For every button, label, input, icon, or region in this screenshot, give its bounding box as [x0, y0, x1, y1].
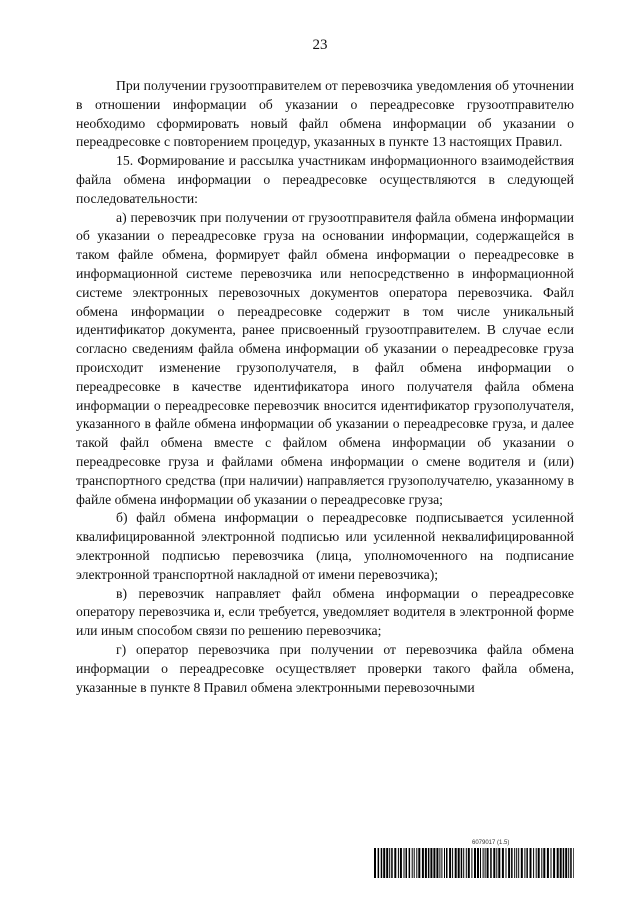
barcode-image	[374, 848, 574, 878]
paragraph-notice: При получении грузоотправителем от перевозчика уведомления об уточнении в отношении информации об указании о переадресовке грузоотправителю необходимо сформировать новый файл обмена информации об указании о переадресовке с повторением процедур, указанных в пункте 13 настоящих Правил.	[76, 78, 574, 150]
barcode-bar	[538, 848, 540, 878]
barcode-bar	[433, 848, 435, 878]
barcode-bar	[449, 848, 451, 878]
barcode-bar	[378, 848, 380, 878]
barcode-bar	[468, 848, 470, 878]
barcode-bar	[516, 848, 517, 878]
barcode-bar	[551, 848, 552, 878]
paragraph-item-15: 15. Формирование и рассылка участникам информационного взаимодействия файла обмена информации о переадресовке осуществляются в следующей последовательности:	[76, 153, 574, 206]
barcode-bar	[409, 848, 411, 878]
barcode-bar	[383, 848, 385, 878]
barcode-bar	[441, 848, 442, 878]
barcode-bar	[406, 848, 408, 878]
barcode-bar	[400, 848, 402, 878]
barcode-bar	[496, 848, 497, 878]
barcode-bar	[458, 848, 460, 878]
barcode-bar	[452, 848, 453, 878]
barcode-bar	[386, 848, 388, 878]
barcode-bar	[394, 848, 396, 878]
barcode-bar	[439, 848, 440, 878]
barcode-bar	[560, 848, 562, 878]
barcode-bar	[483, 848, 484, 878]
barcode-bar	[568, 848, 569, 878]
barcode-bar	[436, 848, 438, 878]
document-body	[76, 77, 574, 697]
barcode-bar	[374, 848, 376, 878]
barcode-bar	[518, 848, 519, 878]
barcode-bar	[389, 848, 390, 878]
barcode-bar	[466, 848, 467, 878]
barcode-bar	[490, 848, 492, 878]
barcode-bar	[514, 848, 515, 878]
barcode-bar	[541, 848, 542, 878]
document-code: 6079017 (1.5)	[472, 840, 510, 846]
barcode-bar	[455, 848, 457, 878]
barcode-bar	[425, 848, 427, 878]
barcode-bar	[553, 848, 555, 878]
barcode-bar	[444, 848, 445, 878]
barcode-bar	[511, 848, 512, 878]
barcode-bar	[463, 848, 464, 878]
page-number: 23	[312, 37, 328, 53]
barcode-bar	[446, 848, 448, 878]
barcode-bar	[474, 848, 476, 878]
barcode-bar	[414, 848, 415, 878]
paragraph-subitem-g: г) оператор перевозчика при получении от перевозчика файла обмена информации о переадресовке осуществляет проверки такого файла обмена, указанные в пункте 8 Правил обмена электронными перевозочными	[76, 641, 574, 695]
barcode-bar	[498, 848, 500, 878]
barcode-bar	[524, 848, 525, 878]
barcode-bar	[471, 848, 472, 878]
barcode-bar	[557, 848, 559, 878]
barcode-bar	[487, 848, 489, 878]
paragraph-subitem-b: б) файл обмена информации о переадресовке подписывается усиленной квалифицированной электронной подписью или усиленной неквалифицированной электронной подписью перевозчика (лица, уполномоченного на подписание электронной транспортной накладной от имени перевозчика);	[76, 510, 574, 582]
barcode-bar	[418, 848, 420, 878]
barcode-bar	[381, 848, 383, 878]
barcode-bar	[521, 848, 523, 878]
barcode-bar	[536, 848, 537, 878]
barcode-bar	[533, 848, 534, 878]
barcode-bar	[530, 848, 532, 878]
barcode-bar	[526, 848, 528, 878]
paragraph-subitem-a: а) перевозчик при получении от грузоотправителя файла обмена информации об указании о переадресовке груза на основании информации, содержащейся в таком файле обмена, формирует файл обмена информации о переадресовке в информационной системе перевозчика или непосредственно в информационной системе электронных перевозочных документов оператора перевозчика. Файл обмена информации о переадресовке содержит в том числе уникальный идентификатор документа, ранее присвоенный грузоотправителем. В случае если согласно сведениям файла обмена информации об указании о переадресовке груза происходит изменение грузополучателя, в файл обмена информации о переадресовке в качестве идентификатора иного получателя файла обмена информации о переадресовке перевозчик вносится идентификатор грузополучателя, указанного в файле обмена информации об указании о переадресовке груза, и далее такой файл обмена вместе с файлом обмена информации об указании о переадресовке груза и файлами обмена информации о смене водителя и (или) транспортного средства (при наличии) направляется грузополучателю, указанному в файле обмена информации об указании о переадресовке груза;	[76, 209, 574, 507]
barcode-bar	[391, 848, 393, 878]
barcode-bar	[430, 848, 432, 878]
barcode-bar	[570, 848, 572, 878]
barcode-bar	[502, 848, 504, 878]
barcode-bar	[543, 848, 545, 878]
barcode-bar	[416, 848, 417, 878]
barcode-bar	[547, 848, 549, 878]
barcode-bar	[485, 848, 486, 878]
barcode-bar	[573, 848, 574, 878]
barcode-bar	[565, 848, 567, 878]
barcode-bar	[412, 848, 413, 878]
barcode-bar	[461, 848, 463, 878]
paragraph-subitem-v: в) перевозчик направляет файл обмена информации о переадресовке оператору перевозчика и, если требуется, уведомляет водителя в электронной форме или иным способом связи по решению перевозчика;	[76, 585, 574, 639]
barcode-bar	[506, 848, 507, 878]
barcode-bar	[563, 848, 565, 878]
barcode-bar	[477, 848, 479, 878]
barcode-bar	[508, 848, 510, 878]
barcode-bar	[398, 848, 399, 878]
barcode-bar	[493, 848, 495, 878]
barcode-bar	[404, 848, 405, 878]
barcode-bar	[480, 848, 481, 878]
barcode-bar	[428, 848, 430, 878]
barcode-bar	[422, 848, 424, 878]
